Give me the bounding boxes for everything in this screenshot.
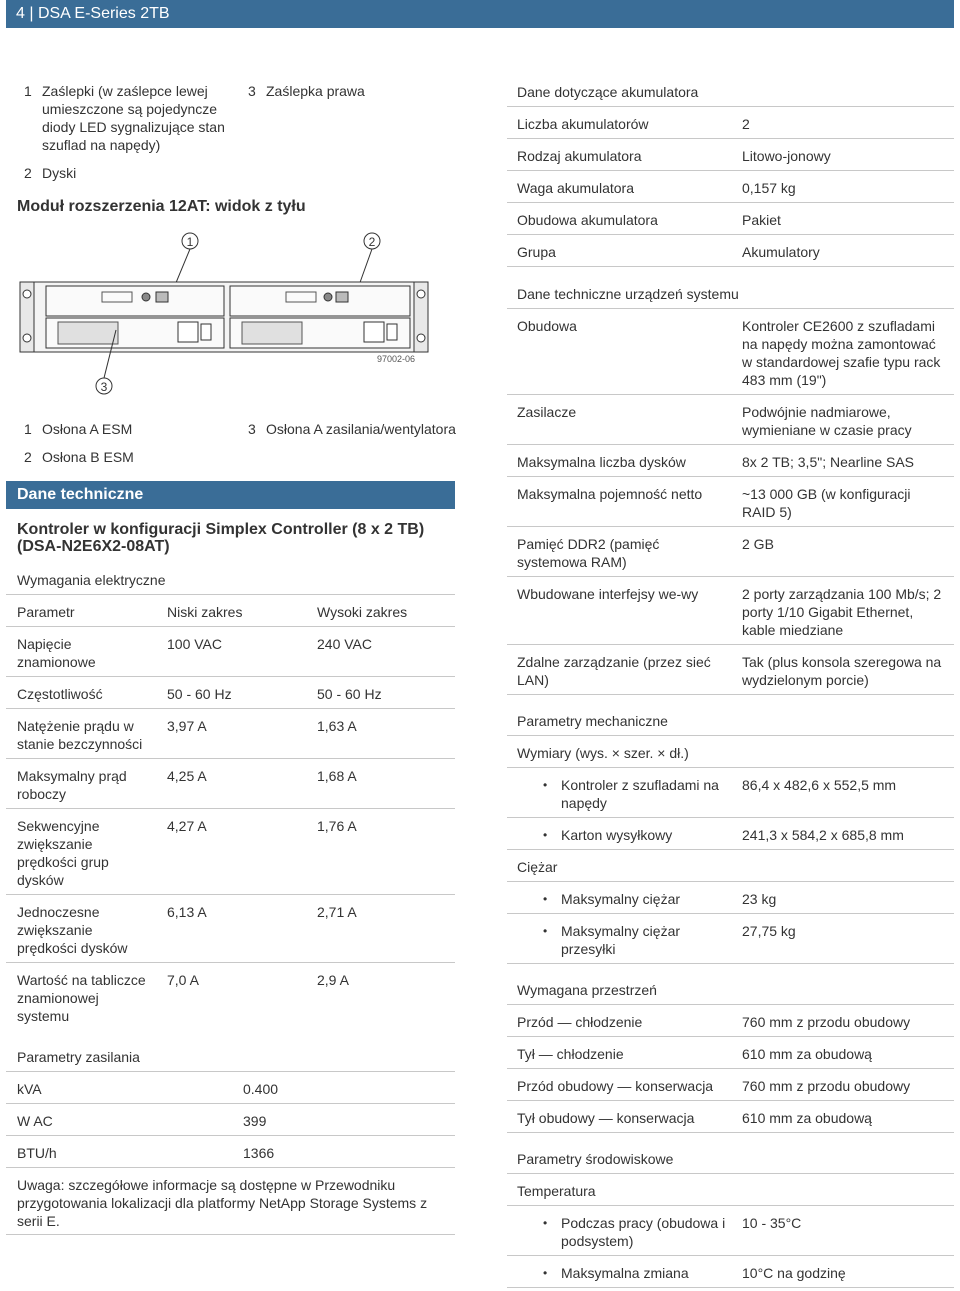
table-title-row: Parametry zasilania (6, 1040, 455, 1072)
table-row: Wartość na tabliczce znamionowej systemu 7,0 A 2,9 A (17, 972, 349, 1024)
note-text: Uwaga: szczegółowe informacje są dostępne w Przewodniku przygotowania lokalizacji dla platformy NetApp Storage Systems z serii E. (17, 1177, 428, 1229)
rear-view-title: Moduł rozszerzenia 12AT: widok z tyłu (17, 198, 306, 215)
table-row: Maksymalny prąd roboczy 4,25 A 1,68 A (6, 759, 455, 809)
table-title-row: Dane techniczne urządzeń systemu (507, 277, 954, 309)
svg-text:2: 2 (368, 235, 376, 249)
table-row: Pamięć DDR2 (pamięć systemowa RAM) 2 GB (507, 527, 954, 577)
table-title-row: Wymagana przestrzeń (507, 973, 954, 1005)
table-row: Maksymalna liczba dysków 8x 2 TB; 3,5"; Nearline SAS (507, 445, 954, 477)
rear-view-figure (18, 226, 443, 398)
table-row: Obudowa akumulatora Pakiet (507, 203, 954, 235)
table-row: Natężenie prądu w stanie bezczynności 3,97 A 1,63 A (6, 709, 455, 759)
table-row: Jednoczesne zwiększanie prędkości dysków 6,13 A 2,71 A (6, 895, 455, 963)
table-row: Obudowa Kontroler CE2600 z szufladami na napędy można zamontować w standardowej szafie typu rack 483 mm (19") (507, 309, 954, 395)
table-row: W AC 399 (6, 1104, 455, 1136)
table-row: Zdalne zarządzanie (przez sieć LAN) Tak (plus konsola szeregowa na wydzielonym porcie) (507, 645, 954, 695)
table-row: Zasilacze Podwójnie nadmiarowe, wymieniane w czasie pracy (507, 395, 954, 445)
divider (6, 1234, 455, 1235)
table-header-row: Parametr Niski zakres Wysoki zakres (6, 595, 455, 627)
table-title-row: Wymagania elektryczne (6, 563, 455, 595)
table-row: • Maksymalny ciężar przesyłki 27,75 kg (507, 914, 954, 964)
table-row: • Podczas pracy (obudowa i podsystem) 10 - 35°C (507, 1206, 954, 1256)
table-row: Wymiary (wys. × szer. × dł.) (507, 736, 954, 768)
product-title: Kontroler w konfiguracji Simplex Controller (8 x 2 TB) (DSA-N2E6X2-08AT) (17, 521, 425, 555)
table-row: Ciężar (507, 850, 954, 882)
table-row: • Kontroler z szufladami na napędy 86,4 x 482,6 x 552,5 mm (507, 768, 954, 818)
table-title-row: Dane dotyczące akumulatora (507, 75, 954, 107)
table-row: Przód obudowy — konserwacja 760 mm z przodu obudowy (507, 1069, 954, 1101)
table-row: Rodzaj akumulatora Litowo-jonowy (507, 139, 954, 171)
table-row: Liczba akumulatorów 2 (507, 107, 954, 139)
table-row: • Karton wysyłkowy 241,3 x 584,2 x 685,8 mm (507, 818, 954, 850)
table-row: kVA 0.400 (6, 1072, 455, 1104)
page-header (6, 0, 954, 28)
table-row: Temperatura (507, 1174, 954, 1206)
table-row: Przód — chłodzenie 760 mm z przodu obudowy (507, 1005, 954, 1037)
table-row: Tył obudowy — konserwacja 610 mm za obudową (507, 1101, 954, 1133)
svg-text:1: 1 (186, 235, 194, 249)
table-row: • Maksymalny ciężar 23 kg (507, 882, 954, 914)
svg-text:3: 3 (100, 380, 108, 394)
table-row: Tył — chłodzenie 610 mm za obudową (507, 1037, 954, 1069)
table-row: Częstotliwość 50 - 60 Hz 50 - 60 Hz (6, 677, 455, 709)
page-header-title: 4 | DSA E-Series 2TB (16, 5, 170, 22)
table-row: Sekwencyjne zwiększanie prędkości grup dysków 4,27 A 1,76 A (6, 809, 455, 895)
table-title-row: Parametry mechaniczne (507, 704, 954, 736)
table-row: BTU/h 1366 (6, 1136, 455, 1168)
tech-section-header: Dane techniczne (6, 481, 455, 509)
chassis (20, 282, 428, 352)
table-title-row: Parametry środowiskowe (507, 1142, 954, 1174)
table-row: • Maksymalna zmiana 10°C na godzinę (507, 1256, 954, 1288)
table-row: Waga akumulatora 0,157 kg (507, 171, 954, 203)
table-row: Grupa Akumulatory (507, 235, 954, 267)
table-row: Maksymalna pojemność netto ~13 000 GB (w konfiguracji RAID 5) (507, 477, 954, 527)
table-row: Wbudowane interfejsy we-wy 2 porty zarządzania 100 Mb/s; 2 porty 1/10 Gigabit Ethernet, kable miedziane (507, 577, 954, 645)
figure-code: 97002-06 (376, 354, 415, 364)
table-row: Napięcie znamionowe 100 VAC 240 VAC (6, 627, 455, 677)
